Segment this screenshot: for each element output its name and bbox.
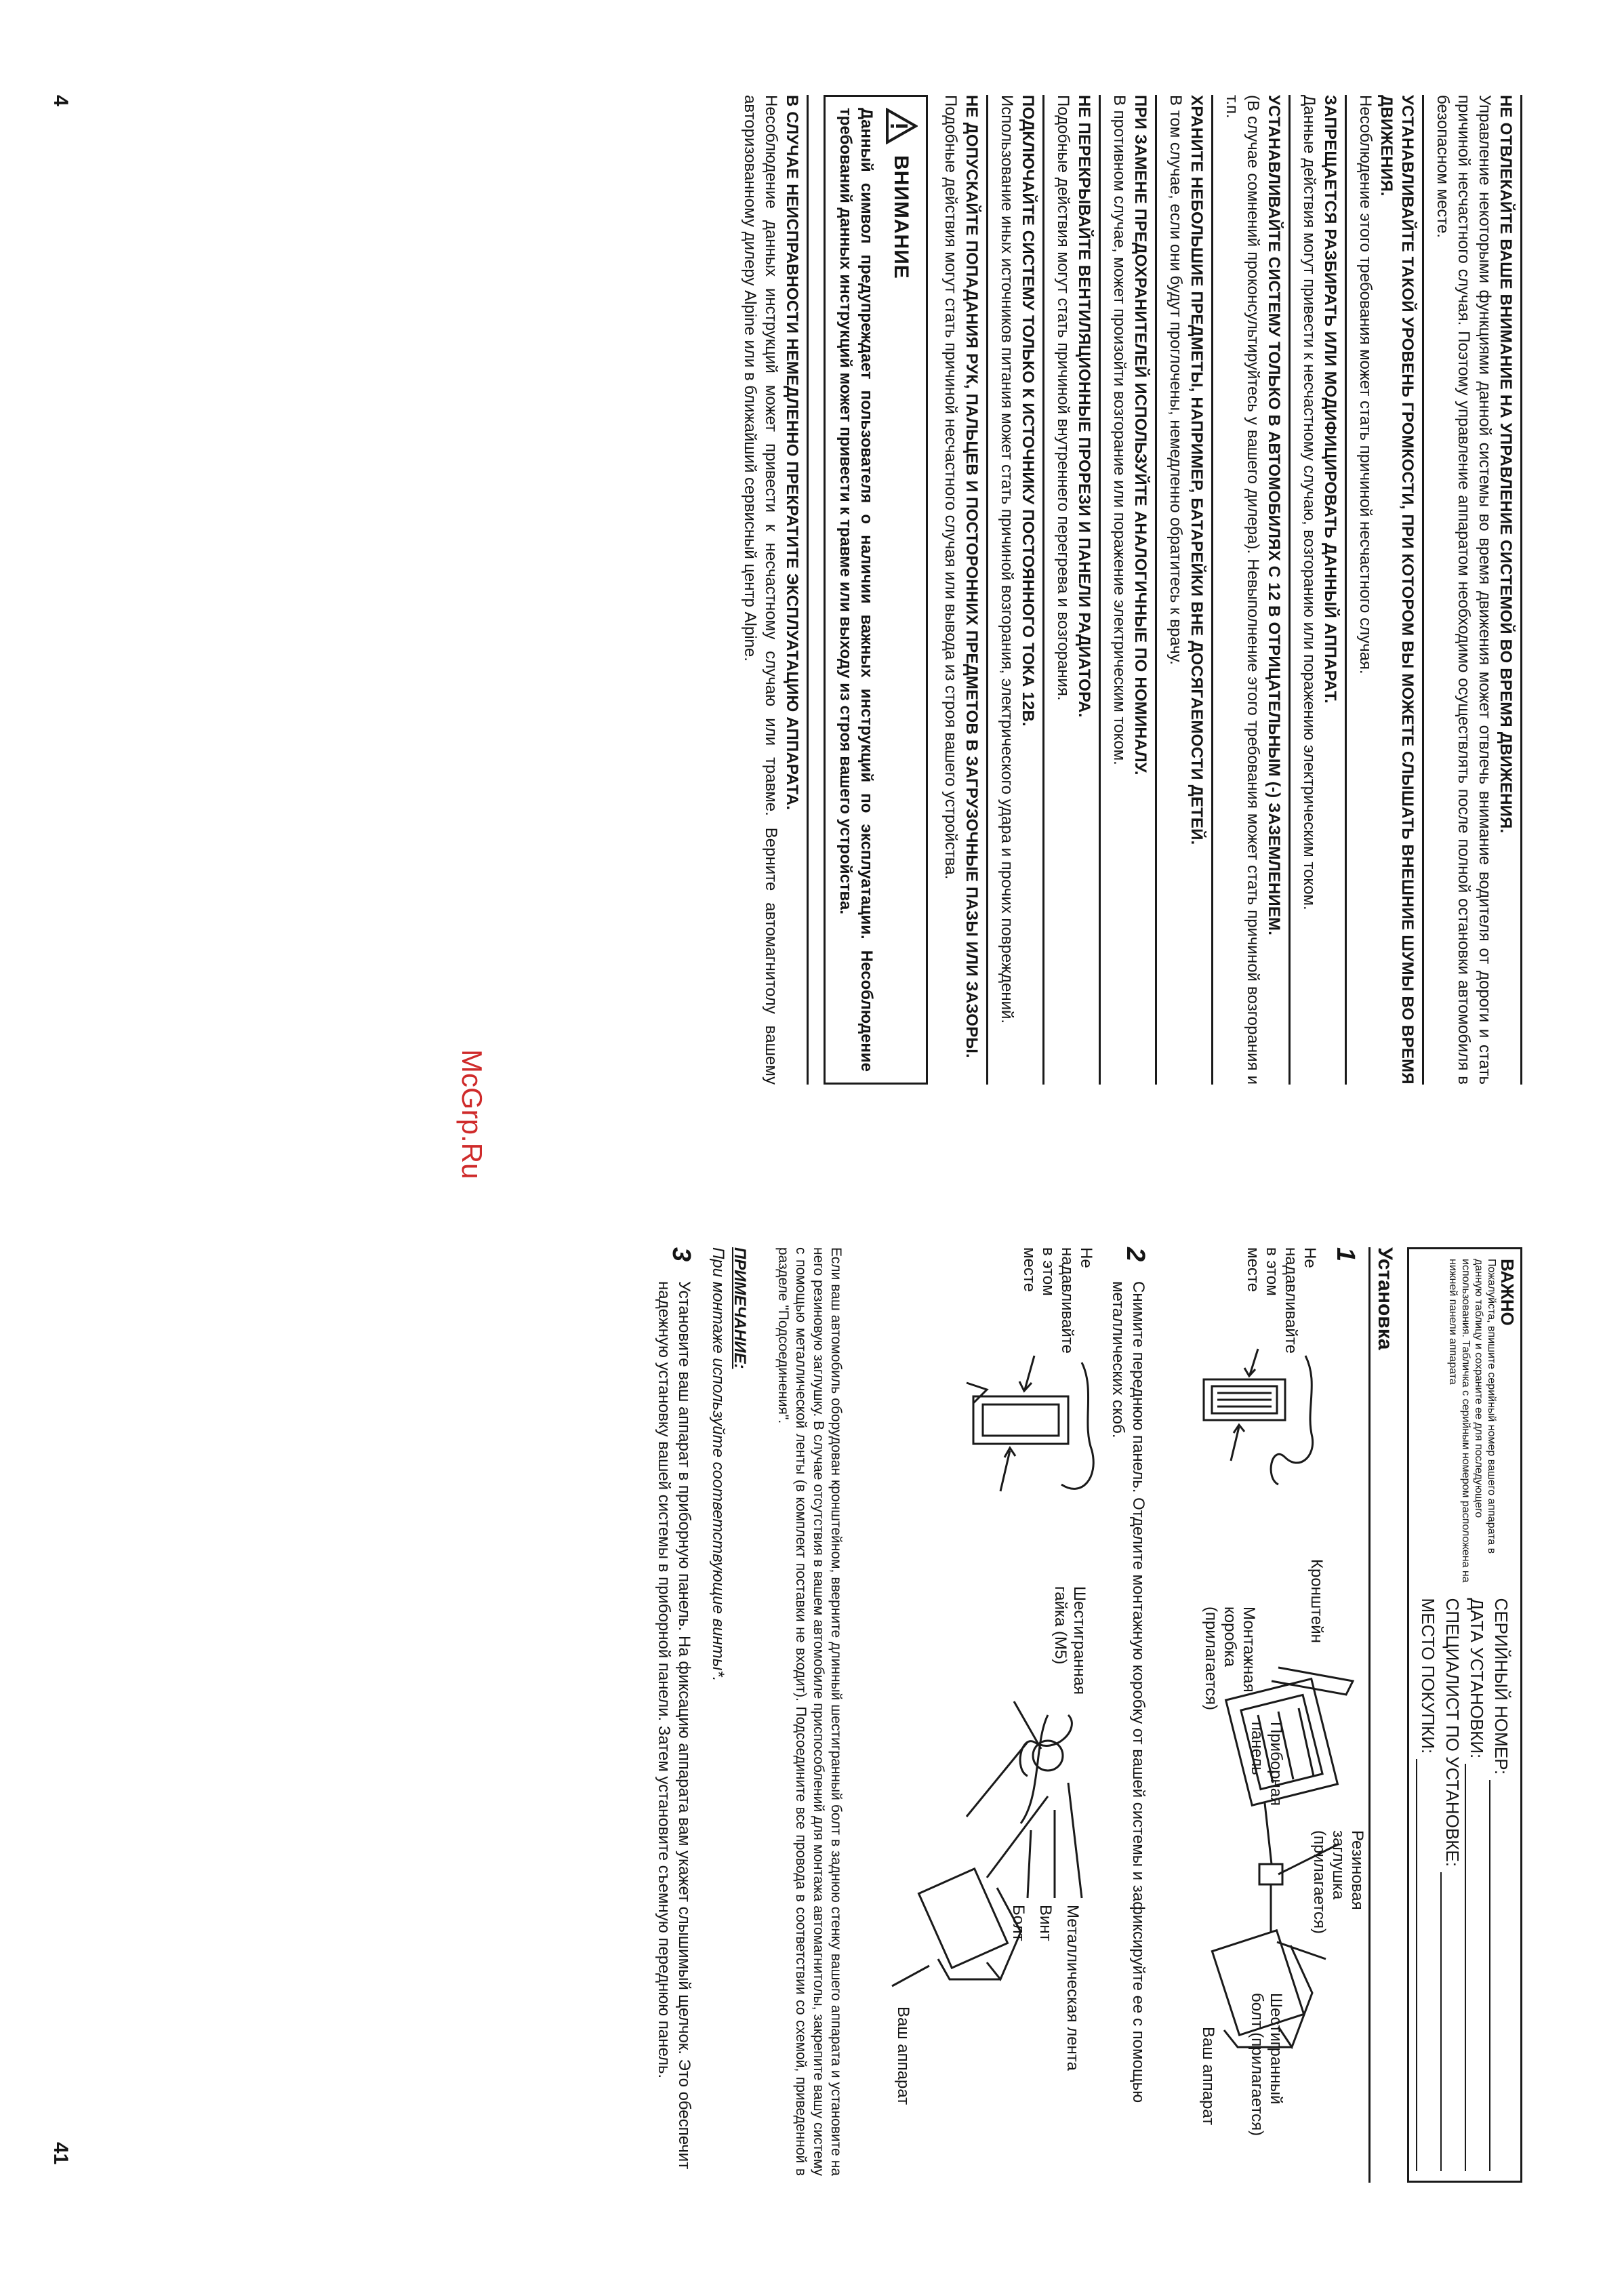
section-body: В противном случае, может произойти возгорание или поражение электрическим током. [1110,95,1129,765]
front-panel-label: Приборная панель [1248,1722,1285,1806]
section-heading: ПОДКЛЮЧАЙТЕ СИСТЕМУ ТОЛЬКО К ИСТОЧНИКУ ПОСТОЯННОГО ТОКА 12В. [1019,95,1037,727]
section-body: Данные действия могут привести к несчастному случаю, возгоранию или поражению электрическим током. [1300,95,1318,910]
step-3-text: Установите ваш аппарат в приборную панель. На фиксацию аппарата вам укажет слышимый щелчок. Это обеспечит надежную установку вашей системы в приборной панели. Затем установите съемную переднюю панель. [655,1281,693,2170]
section-body: Несоблюдение этого требования может стать причиной несчастного случая. [1356,95,1375,674]
safety-section-final [739,95,809,1085]
rubber-cap-label: Резиновая заглушка (прилагается) [1310,1830,1366,1934]
important-title: ВАЖНО [1497,1259,1518,1326]
important-note [1416,1259,1518,1598]
warning-text: Данный символ предупреждает пользователя о наличии важных инструкций по эксплуатации. Несоблюдение требований данных инструкций может привести к травме или выходу из строя вашего устройства. [836,108,876,1072]
important-box [1407,1247,1522,2183]
installation-title: Установка [1368,1247,1395,2183]
step-2-note-title: ПРИМЕЧАНИЕ: [731,1247,749,1369]
page-number-right: 41 [49,2142,72,2165]
step-2-text: Снимите переднюю панель. Отделите монтажную коробку от вашей системы и зафиксируйте ее с помощью металлических скоб. [1109,1281,1148,2103]
section-heading: НЕ ДОПУСКАЙТЕ ПОПАДАНИЯ РУК, ПАЛЬЦЕВ И ПОСТОРОННИХ ПРЕДМЕТОВ В ЗАГРУЗОЧНЫЕ ПАЗЫ ИЛИ ЗАЗОРЫ. [962,95,981,1058]
your-unit-label-1: Ваш аппарат [1199,2027,1217,2126]
section-heading: ПРИ ЗАМЕНЕ ПРЕДОХРАНИТЕЛЕЙ ИСПОЛЬЗУЙТЕ АНАЛОГИЧНЫЕ ПО НОМИНАЛУ. [1131,95,1150,775]
step-2-note-text: Если ваш автомобиль оборудован кронштейном, вверните длинный шестигранный болт в заднюю стенку вашего аппарата и установите на него резиновую заглушку. В случае отсутствия в вашем автомобиле приспособлений для монтажа автомагнитолы, закрепите вашу систему с помощью металлической ленты (в комплект поставки не входит). Подсоедините все провода в соответствии со схемой, приведенной в разделе "Подсоединения". [775,1247,844,2176]
safety-section [1355,95,1424,1085]
section-body: Подобные действия могут стать причиной внутреннего перегрева и возгорания. [1054,95,1072,701]
safety-section [1053,95,1101,1085]
warning-label: ВНИМАНИЕ [890,155,913,279]
installer-field[interactable]: СПЕЦИАЛИСТ ПО УСТАНОВКЕ: [1440,1598,1465,2171]
section-body: В том случае, если они будут проглочены, немедленно обратитесь к врачу. [1166,95,1185,665]
section-heading: ХРАНИТЕ НЕБОЛЬШИЕ ПРЕДМЕТЫ, НАПРИМЕР, БАТАРЕЙКИ ВНЕ ДОСЯГАЕМОСТИ ДЕТЕЙ. [1187,95,1206,845]
mount-box-label: Монтажная коробка (прилагается) [1202,1607,1258,1710]
safety-page [731,95,1522,1085]
step-2-no-press-label: Не надавливайте в этом месте [1020,1247,1095,1354]
panel-press-figure-1 [1177,1342,1326,1498]
section-body: Подобные действия могут стать причиной несчастного случая или вывода из строя вашего устройства. [941,95,960,880]
important-body: Пожалуйста, впишите серийный номер вашего аппарата в данную таблицу и сохраните ее для последующего использования. Табличка с серийным номером расположена на нижней панели аппарата [1447,1259,1497,1583]
section-body: (В случае сомнений проконсультируйтесь у вашего дилера). Невыполнение этого требования может стать причиной возгорания и т.п. [1223,95,1262,1085]
section-heading: УСТАНАВЛИВАЙТЕ СИСТЕМУ ТОЛЬКО В АВТОМОБИЛЯХ С 12 В ОТРИЦАТЕЛЬНЫМ (-) ЗАЗЕМЛЕНИЕМ. [1265,95,1283,936]
serial-number-field[interactable]: СЕРИЙНЫЙ НОМЕР: [1489,1598,1514,2171]
warning-box [824,95,928,1085]
step-1-number: 1 [1331,1247,1360,1262]
step-2-strap-figure [851,1674,1095,2108]
page-number-left: 4 [49,95,72,106]
bolt-label: Болт [1009,1905,1028,1941]
step-2-note-body: При монтаже используйте соответствующие винты*. [709,1247,727,1682]
hex-nut-label: Шестигранная гайка (M5) [1051,1586,1089,1695]
safety-section [996,95,1044,1085]
bracket-label: Кронштейн [1307,1559,1326,1643]
step-1-no-press-label: Не надавливайте в этом месте [1244,1247,1319,1354]
step-3-number: 3 [667,1247,695,1262]
step-2-number: 2 [1121,1247,1150,1262]
screw-label: Винт [1036,1905,1055,1941]
safety-section [940,95,988,1085]
section-heading: В СЛУЧАЕ НЕИСПРАВНОСТИ НЕМЕДЛЕННО ПРЕКРАТИТЕ ЭКСПЛУАТАЦИЮ АППАРАТА. [783,95,801,811]
section-heading: НЕ ПЕРЕКРЫВАЙТЕ ВЕНТИЛЯЦИОННЫЕ ПРОРЕЗИ И ПАНЕЛИ РАДИАТОРА. [1075,95,1093,718]
step-1-assembly-figure [1163,1640,1366,2061]
metal-strap-label: Металлическая лента [1063,1905,1082,2071]
section-heading: НЕ ОТВЛЕКАЙТЕ ВАШЕ ВНИМАНИЕ НА УПРАВЛЕНИЕ СИСТЕМОЙ ВО ВРЕМЯ ДВИЖЕНИЯ. [1497,95,1515,834]
section-body: Использование иных источников питания может стать причиной возгорания, электрического удара и прочих повреждений. [998,95,1016,1024]
panel-press-figure-2 [953,1342,1109,1518]
watermark: McGrp.Ru [456,1049,488,1179]
section-body: Управление некоторыми функциями данной системы во время движения может отвлечь внимание водителя от дороги и стать причиной несчастного случая. Поэтому управление аппаратом необходимо осуществлять после полной остановки автомобиля в безопасном месте. [1434,95,1494,1085]
safety-section [1299,95,1347,1085]
install-date-field[interactable]: ДАТА УСТАНОВКИ: [1465,1598,1489,2171]
safety-section [1221,95,1291,1085]
warning-header [885,108,918,1072]
section-body: Несоблюдение данных инструкций может привести к несчастному случаю или травме. Верните автомагнитолу вашему авторизованному дилеру Alpine или в ближайший сервисный центр Alpine. [741,95,780,1085]
safety-section [1165,95,1213,1085]
warning-triangle-icon [885,108,918,144]
safety-section [1109,95,1157,1085]
hex-bolt-label: Шестигранный болт (прилагается) [1248,1993,1285,2137]
installation-page [1368,1247,1522,2183]
your-unit-label-2: Ваш аппарат [894,2006,912,2105]
section-heading: УСТАНАВЛИВАЙТЕ ТАКОЙ УРОВЕНЬ ГРОМКОСТИ, ПРИ КОТОРОМ ВЫ МОЖЕТЕ СЛЫШАТЬ ВНЕШНИЕ ШУМЫ ВО ВРЕМЯ ДВИЖЕНИЯ. [1377,95,1417,1085]
safety-section [1432,95,1522,1085]
registration-fields [1416,1598,1514,2171]
purchase-place-field[interactable]: МЕСТО ПОКУПКИ: [1416,1598,1440,2171]
section-heading: ЗАПРЕЩАЕТСЯ РАЗБИРАТЬ ИЛИ МОДИФИЦИРОВАТЬ ДАННЫЙ АППАРАТ. [1321,95,1339,704]
